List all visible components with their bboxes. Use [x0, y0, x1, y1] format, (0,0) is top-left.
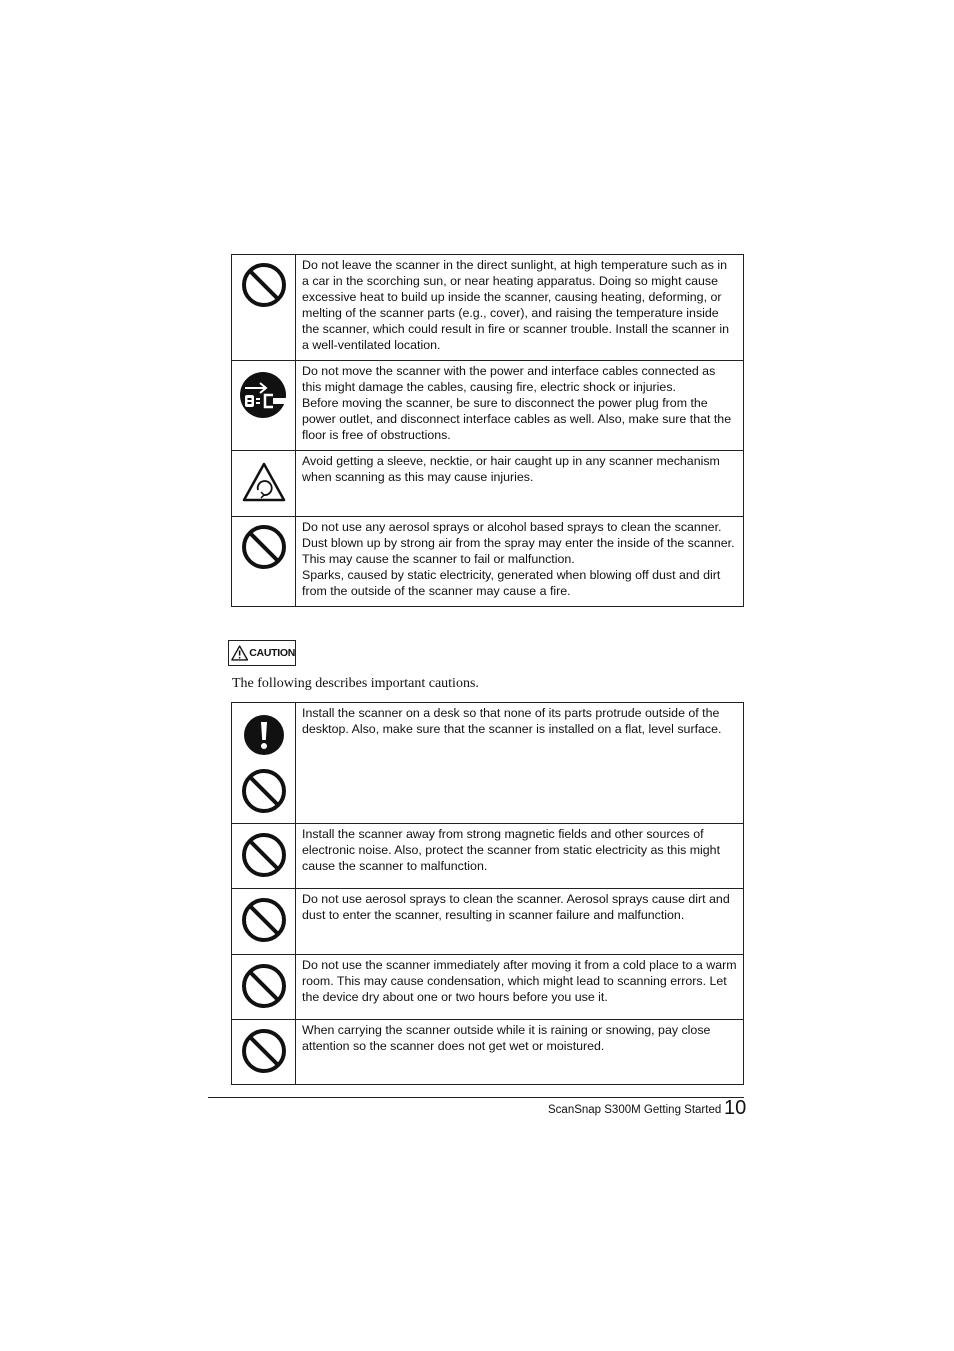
paragraph: Do not move the scanner with the power and interface cables connected as this might damage the cables, causing fire, electric shock or injuries.: [302, 364, 716, 394]
warning-triangle-icon: [231, 644, 248, 662]
caution-label: CAUTION: [249, 647, 295, 659]
table-row: [232, 361, 744, 451]
paragraph: Do not leave the scanner in the direct sunlight, at high temperature such as in a car in the scorching sun, or near heating apparatus. Doing so might cause excessive heat to build up inside the scanner, causing heating, deforming, or melting of the scanner parts (e.g., cover), and raising the temperature inside the scanner, which could result in fire or scanner trouble. Install the scanner in a well-ventilated location.: [302, 258, 730, 352]
prohibition-icon: [241, 1028, 287, 1074]
caution-intro: The following describes important cautions.: [232, 676, 479, 691]
caution-text: [296, 955, 744, 1020]
caution-text: [296, 824, 744, 889]
mandatory-icon: [243, 714, 285, 756]
paragraph: Install the scanner away from strong magnetic fields and other sources of electronic noise. Also, protect the scanner from static electricity as this might cause the scanner to malfunction.: [302, 827, 721, 873]
paragraph: Sparks, caused by static electricity, generated when blowing off dust and dirt from the outside of the scanner may cause a fire.: [302, 568, 721, 598]
prohibition-icon: [241, 963, 287, 1009]
footer-divider: [208, 1097, 744, 1098]
prohibition-icon: [241, 832, 287, 878]
table-row: [232, 824, 744, 889]
footer-title: ScanSnap S300M Getting Started: [548, 1104, 722, 1116]
caution-text: [296, 703, 744, 824]
paragraph: Install the scanner on a desk so that none of its parts protrude outside of the desktop. Also, make sure that the scanner is installed on a flat, level surface.: [302, 706, 722, 736]
icon-cell: [232, 955, 296, 1020]
paragraph: Do not use any aerosol sprays or alcohol based sprays to clean the scanner. Dust blown up by strong air from the spray may enter the inside of the scanner. This may cause the scanner to fail or malfunction.: [302, 520, 735, 566]
warning-text: [296, 517, 744, 607]
icon-cell: [232, 824, 296, 889]
icon-cell: [232, 703, 296, 824]
cautions-table: [231, 702, 744, 1085]
warning-text: [296, 361, 744, 451]
caution-text: [296, 1020, 744, 1085]
table-row: [232, 1020, 744, 1085]
page-number: 10: [724, 1097, 747, 1119]
paragraph: Avoid getting a sleeve, necktie, or hair caught up in any scanner mechanism when scanning as this may cause injuries.: [302, 454, 720, 484]
warning-text: [296, 451, 744, 517]
prohibition-icon: [241, 897, 287, 943]
icon-cell: [232, 1020, 296, 1085]
paragraph: When carrying the scanner outside while it is raining or snowing, pay close attention so the scanner does not get wet or moistured.: [302, 1023, 711, 1053]
prohibition-icon: [241, 262, 287, 308]
table-row: [232, 955, 744, 1020]
entanglement-warning-icon: [241, 461, 287, 503]
table-row: [232, 517, 744, 607]
table-row: [232, 703, 744, 824]
table-row: [232, 255, 744, 361]
icon-cell: [232, 451, 296, 517]
icon-cell: [232, 889, 296, 955]
prohibition-icon: [241, 768, 287, 814]
paragraph: Before moving the scanner, be sure to disconnect the power plug from the power outlet, and disconnect interface cables as well. Also, make sure that the floor is free of obstructions.: [302, 396, 732, 442]
paragraph: Do not use aerosol sprays to clean the scanner. Aerosol sprays cause dirt and dust to enter the scanner, resulting in scanner failure and malfunction.: [302, 892, 730, 922]
table-row: [232, 451, 744, 517]
icon-cell: [232, 255, 296, 361]
unplug-icon: [239, 370, 289, 420]
warnings-table: [231, 254, 744, 607]
icon-cell: [232, 517, 296, 607]
prohibition-icon: [241, 524, 287, 570]
icon-cell: [232, 361, 296, 451]
paragraph: Do not use the scanner immediately after moving it from a cold place to a warm room. This may cause condensation, which might lead to scanning errors. Let the device dry about one or two hours before you use it.: [302, 958, 737, 1004]
caution-text: [296, 889, 744, 955]
table-row: [232, 889, 744, 955]
warning-text: [296, 255, 744, 361]
caution-badge: [228, 640, 296, 666]
